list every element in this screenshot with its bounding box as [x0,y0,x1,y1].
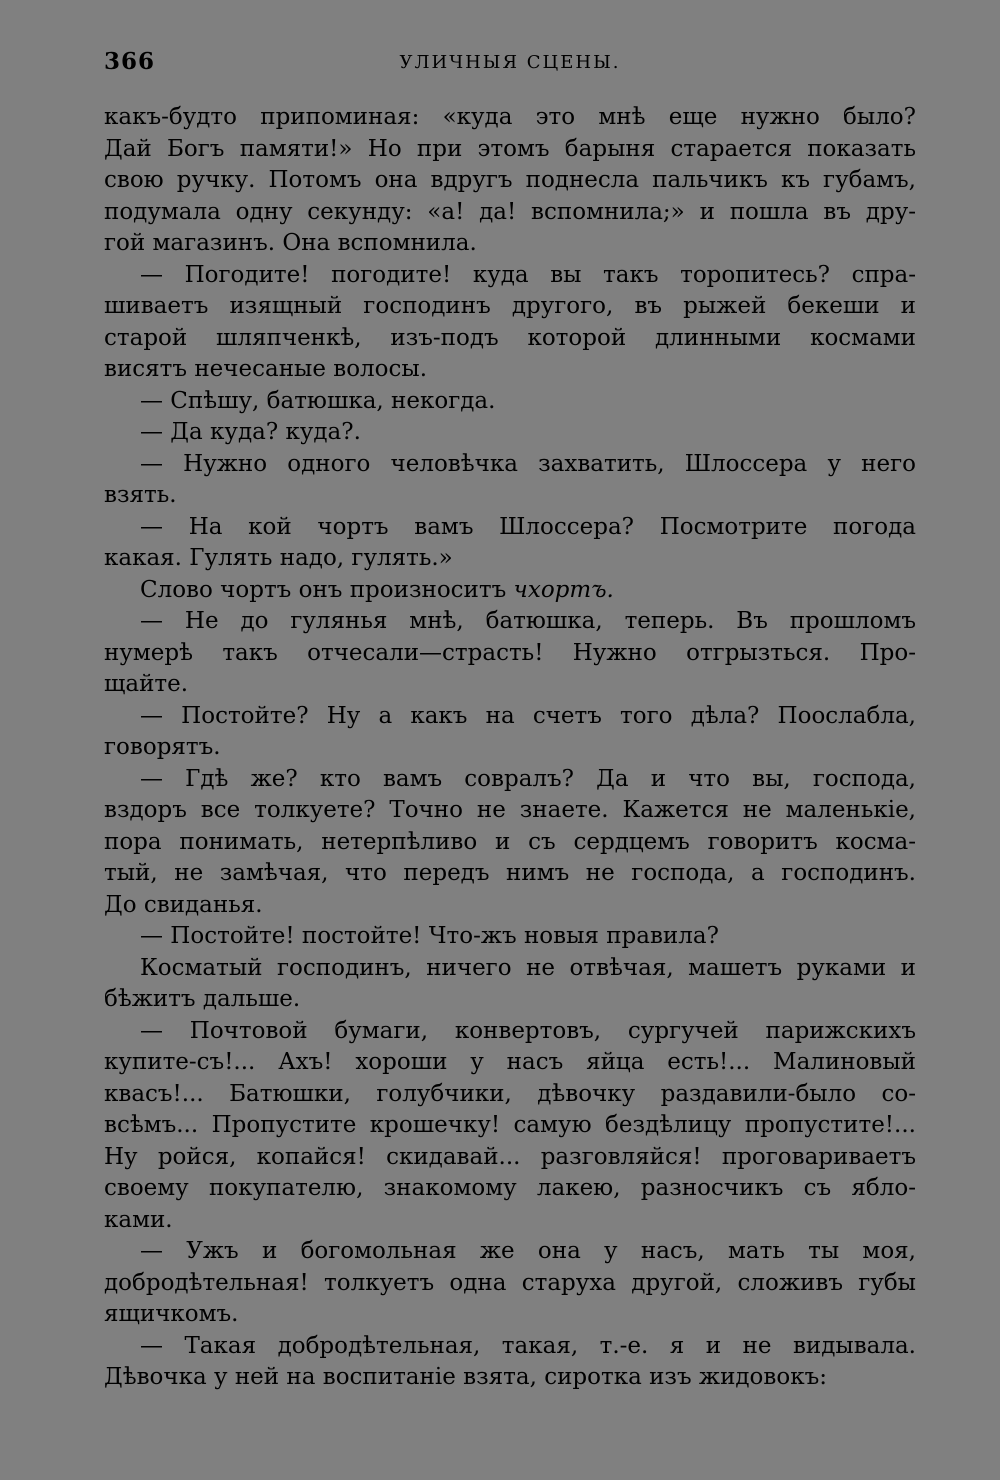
text-line: — Такая добродѣтельная, такая, т.-е. я и не видывала. [140,1332,916,1359]
italic-word: чхортъ. [506,576,614,603]
text-line: — Не до гулянья мнѣ, батюшка, теперь. Въ прошломъ [140,608,916,634]
paragraph [104,953,916,1016]
text-line: вздоръ все толкуете? Точно не знаете. Кажется не маленькіе, [104,797,916,823]
text-line: купите-съ!... Ахъ! хороши у насъ яйца есть!... Малиновый [104,1049,916,1075]
body-text [104,102,916,1394]
text-line: ящичкомъ. [104,1301,239,1327]
text-line: — На кой чортъ вамъ Шлоссера? Посмотрите погода [140,513,916,540]
paragraph [104,921,916,953]
text-line: — Почтовой бумаги, конвертовъ, сургучей парижскихъ [140,1017,916,1044]
paragraph [104,575,916,607]
text-line: ками. [104,1206,173,1233]
text-line: — Нужно одного человѣчка захватить, Шлоссера у него [140,450,916,477]
paragraph [104,417,916,449]
paragraph [104,386,916,418]
paragraph [104,449,916,512]
book-page [104,48,916,1394]
page-number: 366 [104,48,156,75]
paragraph [104,102,916,260]
text-line: бѣжитъ дальше. [104,986,301,1012]
text-line: тый, не замѣчая, что передъ нимъ не господа, а господинъ. [104,860,916,886]
text-line: — Да куда? куда?. [140,419,361,445]
text-line: — Постойте? Ну а какъ на счетъ того дѣла? Пооcлабла, [140,702,916,729]
text-line: взять. [104,482,177,508]
text-line: Дѣвочка у ней на воспитаніе взята, сиротка изъ жидовокъ: [104,1364,827,1390]
text-line: До свиданья. [104,891,263,918]
text-line: Ну ройся, копайся! скидавай... разговляйся! проговариваетъ [104,1143,916,1170]
text-line: пора понимать, нетерпѣливо и съ сердцемъ говоритъ косма- [104,828,916,855]
text-line: свою ручку. Потомъ она вдругъ поднесла пальчикъ къ губамъ, [104,167,916,193]
text-line: старой шляпченкѣ, изъ-подъ которой длинными космами [104,324,916,351]
paragraph [104,1236,916,1331]
text-line: Косматый господинъ, ничего не отвѣчая, машетъ руками и [140,954,916,981]
text-line: квасъ!... Батюшки, голубчики, дѣвочку раздавили-было со- [104,1080,916,1107]
text-line: гой магазинъ. Она вспомнила. [104,230,477,256]
text-line: щайте. [104,671,189,697]
paragraph [104,606,916,701]
text-line: добродѣтельная! толкуетъ одна старуха другой, сложивъ губы [104,1269,916,1296]
text-line: какая. Гулять надо, гулять.» [104,545,453,571]
text-line: шиваетъ изящный господинъ другого, въ рыжей бекеши и [104,293,916,319]
paragraph [104,701,916,764]
text-line: — Гдѣ же? кто вамъ совралъ? Да и что вы, господа, [140,765,916,792]
text-line: Слово чортъ онъ произноситъ чхортъ. [140,576,614,603]
text-line: какъ-будто припоминая: «куда это мнѣ еще нужно было? [104,104,916,130]
paragraph [104,764,916,922]
paragraph [104,512,916,575]
text-line: говорятъ. [104,734,221,760]
paragraph [104,260,916,386]
paragraph [104,1331,916,1394]
page-header [104,48,916,88]
text-line: нумерѣ такъ отчесали—страсть! Нужно отгрызться. Про- [104,639,916,666]
text-line: — Погодите! погодите! куда вы такъ торопитесь? спра- [140,261,916,288]
running-title: УЛИЧНЫЯ СЦЕНЫ. [399,52,621,73]
text-line: — Постойте! постойте! Что-жъ новыя правила? [140,923,719,949]
text-line: Дай Богъ памяти!» Но при этомъ барыня старается показать [104,135,916,162]
text-line: висятъ нечесаные волосы. [104,356,427,382]
text-line: всѣмъ... Пропустите крошечку! самую бездѣлицу пропустите!... [104,1112,916,1138]
text-line: — Спѣшу, батюшка, некогда. [140,387,496,414]
text-line: — Ужъ и богомольная же она у насъ, мать ты моя, [140,1238,916,1264]
paragraph [104,1016,916,1237]
text-line: своему покупателю, знакомому лакею, разносчикъ съ ябло- [104,1175,916,1201]
text-line: подумала одну секунду: «а! да! вспомнила;» и пошла въ дру- [104,198,916,225]
